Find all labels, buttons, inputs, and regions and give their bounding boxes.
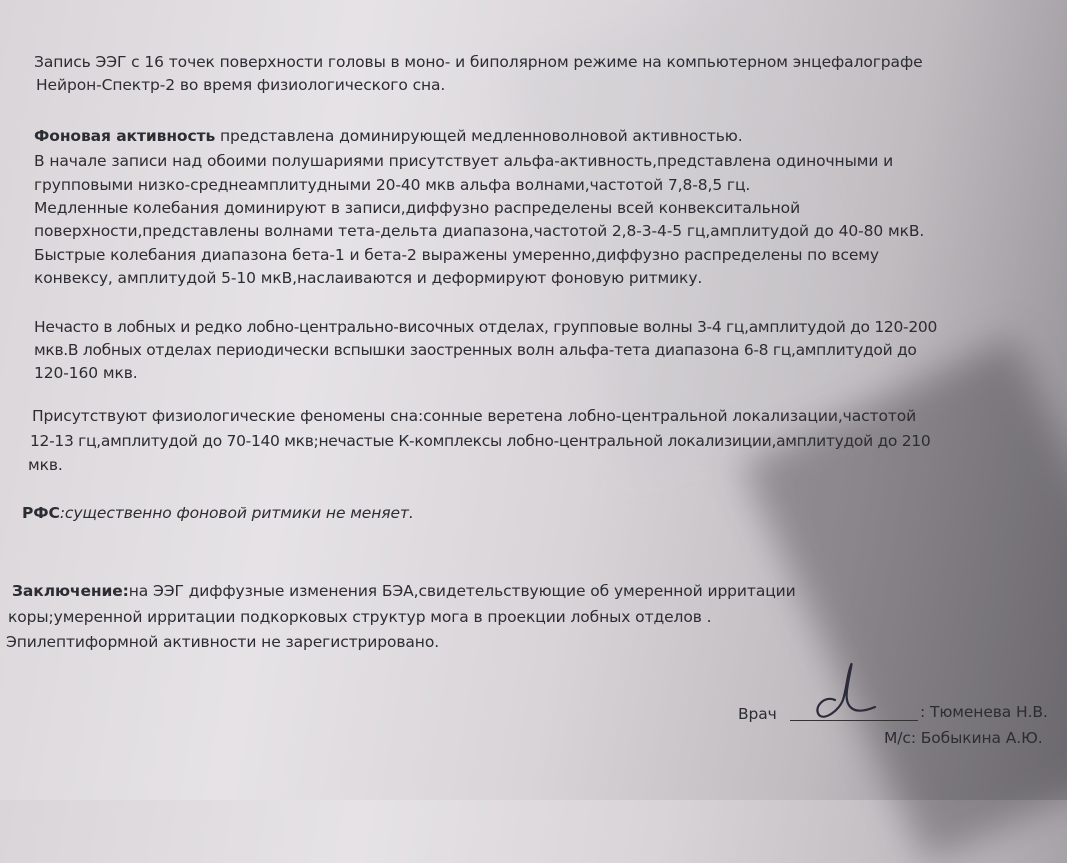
background-line: Быстрые колебания диапазона бета-1 и бета-2 выражены умеренно,диффузно распределены по всему bbox=[34, 246, 879, 264]
frontal-line: 120-160 мкв. bbox=[34, 364, 138, 382]
background-heading: Фоновая активность bbox=[34, 127, 216, 145]
frontal-line: Нечасто в лобных и редко лобно-центрально-височных отделах, групповые волны 3-4 гц,амплитудой до 120-200 bbox=[34, 318, 938, 336]
rfs-line bbox=[22, 504, 414, 522]
conclusion-label: Заключение: bbox=[12, 582, 129, 600]
conclusion-line: коры;умеренной ирритации подкорковых структур мога в проекции лобных отделов . bbox=[8, 608, 712, 626]
background-line bbox=[34, 127, 743, 145]
background-line: групповыми низко-среднеамплитудными 20-40 мкв альфа волнами,частотой 7,8-8,5 гц. bbox=[34, 176, 751, 194]
rfs-text: :существенно фоновой ритмики не меняет. bbox=[59, 504, 414, 522]
intro-line: Нейрон-Спектр-2 во время физиологического сна. bbox=[36, 76, 446, 94]
background-line: поверхности,представлены волнами тета-дельта диапазона,частотой 2,8-3-4-5 гц,амплитудой до 40-80 мкВ. bbox=[34, 222, 925, 240]
conclusion-text: на ЭЭГ диффузные изменения БЭА,свидетельствующие об умеренной ирритации bbox=[128, 582, 796, 600]
intro-line: Запись ЭЭГ с 16 точек поверхности головы в моно- и биполярном режиме на компьютерном энцефалографе bbox=[34, 53, 923, 71]
background-heading-rest: представлена доминирующей медленноволновой активностью. bbox=[215, 127, 743, 145]
background-line: конвексу, амплитудой 5-10 мкВ,наслаиваются и деформируют фоновую ритмику. bbox=[34, 269, 703, 287]
background-line: В начале записи над обоими полушариями присутствует альфа-активность,представлена одиночными и bbox=[34, 152, 894, 170]
doctor-label: Врач bbox=[738, 705, 777, 723]
conclusion-line: Эпилептиформной активности не зарегистрировано. bbox=[6, 633, 440, 651]
sleep-line: Присутствуют физиологические феномены сна:сонные веретена лобно-центральной локализации,частотой bbox=[32, 407, 917, 425]
frontal-line: мкв.В лобных отделах периодически вспышки заостренных волн альфа-тета диапазона 6-8 гц,амплитудой до bbox=[34, 341, 917, 359]
conclusion-line bbox=[12, 582, 796, 600]
sleep-line: мкв. bbox=[28, 456, 63, 474]
rfs-label: РФС bbox=[22, 504, 60, 522]
doctor-name: : Тюменева Н.В. bbox=[920, 703, 1048, 721]
sleep-line: 12-13 гц,амплитудой до 70-140 мкв;нечастые К-комплексы лобно-центральной локализиции,амплитудой до 210 bbox=[30, 432, 931, 450]
background-line: Медленные колебания доминируют в записи,диффузно распределены всей конвекситальной bbox=[34, 199, 801, 217]
nurse-name: М/с: Бобыкина А.Ю. bbox=[884, 729, 1043, 747]
signature-mark bbox=[795, 655, 885, 725]
